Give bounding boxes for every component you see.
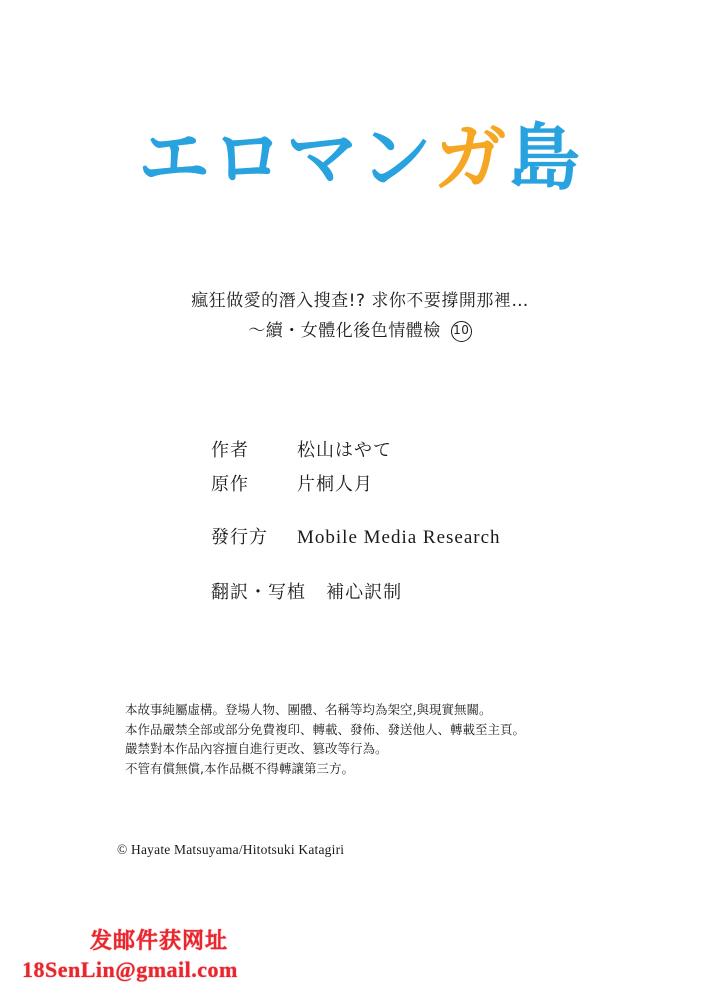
title-line-2: ～續・女體化後色情體檢 <box>248 321 441 341</box>
translation-value: 補心訳制 <box>326 582 403 603</box>
publisher-value: Mobile Media Research <box>297 527 501 548</box>
logo-part-accent: ガ <box>433 116 508 200</box>
original-label: 原作 <box>211 474 249 495</box>
logo-part-tail: 島 <box>508 116 583 200</box>
logo-part-main: エロマン <box>137 116 434 200</box>
credit-row-translation <box>0 578 720 608</box>
credit-row-publisher <box>0 523 720 553</box>
publisher-label: 發行方 <box>211 527 268 548</box>
disclaimer-line-3: 嚴禁對本作品內容擅自進行更改、篡改等行為。 <box>125 741 388 756</box>
credits-block <box>0 436 720 608</box>
title-line-1: 瘋狂做愛的潛入搜查!? 求你不要撐開那裡… <box>191 291 529 311</box>
disclaimer-line-1: 本故事純屬虛構。登場人物、團體、名稱等均為架空,與現實無關。 <box>125 702 492 717</box>
series-logo-text <box>137 116 583 200</box>
credit-row-original <box>0 470 720 500</box>
author-label: 作者 <box>211 440 249 461</box>
original-value: 片桐人月 <box>297 474 373 495</box>
author-value: 松山はやて <box>297 440 392 461</box>
watermark <box>22 928 238 984</box>
copyright-notice: © Hayate Matsuyama/Hitotsuki Katagiri <box>117 842 345 857</box>
disclaimer-block <box>125 700 645 778</box>
disclaimer-line-2: 本作品嚴禁全部或部分免費複印、轉載、發佈、發送他人、轉載至主頁。 <box>125 721 526 737</box>
watermark-line-2: 18SenLin@gmail.com <box>22 957 238 982</box>
title-line-2-wrap <box>0 316 720 346</box>
disclaimer-line-4: 不管有償無償,本作品概不得轉讓第三方。 <box>125 760 354 776</box>
page-title <box>0 286 720 346</box>
translation-label: 翻訳・写植 <box>211 582 306 603</box>
series-logo <box>0 116 720 200</box>
credit-row-author <box>0 436 720 466</box>
volume-badge: 10 <box>451 321 472 342</box>
watermark-line-1: 发邮件获网址 <box>90 929 229 954</box>
